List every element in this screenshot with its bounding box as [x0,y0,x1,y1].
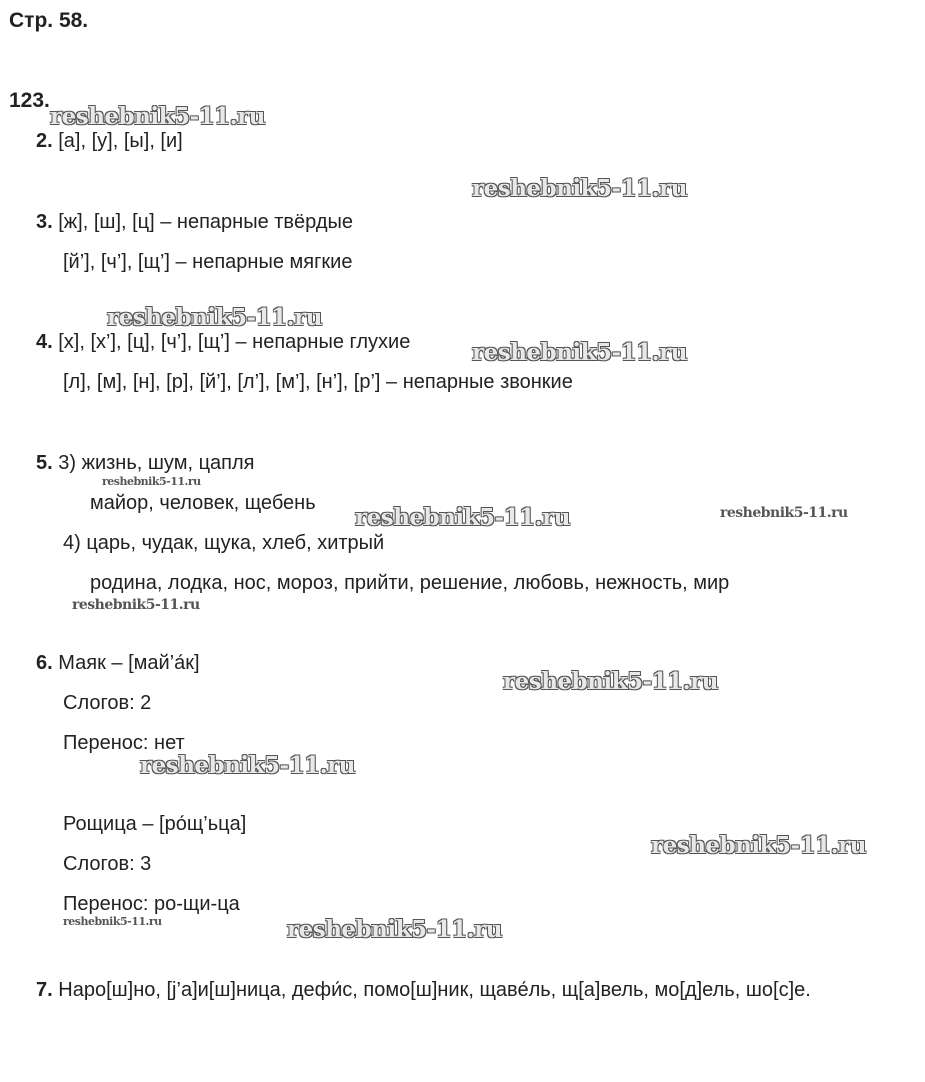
page-label: Стр. 58. [9,9,89,32]
question-4-text-1: [х], [х’], [ц], [ч’], [щ’] – непарные глухие [58,331,411,353]
watermark: reshebnik5-11.ru [355,504,570,531]
question-5-text-1: 3) жизнь, шум, цапля [58,452,255,474]
question-7-text: Наро[ш]но, [j’а]и[ш]ница, дефи́с, помо[ш]ник, щаве́ль, щ[а]вель, мо[д]ель, шо[с]е. [58,979,811,1001]
question-6-word-1-text: Маяк – [май’а́к] [58,652,200,674]
question-6-syllables-2: Слогов: 3 [63,853,152,875]
question-5-number: 5. [36,452,53,474]
watermark: reshebnik5-11.ru [651,832,866,859]
question-5-line-2: майор, человек, щебень [90,492,316,514]
question-6-word-1 [36,651,200,675]
watermark: reshebnik5-11.ru [140,752,355,779]
watermark: reshebnik5-11.ru [72,597,200,613]
watermark: reshebnik5-11.ru [720,505,848,521]
question-6-hyphenation-2: Перенос: ро-щи-ца [63,893,240,915]
question-3-line-2: [й’], [ч’], [щ’] – непарные мягкие [63,251,353,273]
question-4-line-2: [л], [м], [н], [р], [й’], [л’], [м’], [н’], [р’] – непарные звонкие [63,371,573,393]
question-2-text: [а], [у], [ы], [и] [58,130,183,152]
question-4-line-1 [36,330,410,354]
question-7-number: 7. [36,979,53,1001]
question-6-number: 6. [36,652,53,674]
question-5-line-1 [36,451,254,475]
question-5-line-3: 4) царь, чудак, щука, хлеб, хитрый [63,532,385,554]
watermark: reshebnik5-11.ru [287,916,502,943]
question-2-number: 2. [36,130,53,152]
exercise-number: 123. [9,89,50,112]
watermark: reshebnik5-11.ru [50,103,265,130]
question-6-word-2: Рощица – [ро́щ’ьца] [63,813,247,835]
question-3-line-1 [36,210,353,234]
question-7 [7,970,915,1010]
question-4-number: 4. [36,331,53,353]
question-5-line-4: родина, лодка, нос, мороз, прийти, решение, любовь, нежность, мир [90,572,730,594]
watermark: reshebnik5-11.ru [472,339,687,366]
watermark: reshebnik5-11.ru [107,304,322,331]
question-2 [36,129,183,153]
question-6-syllables-1: Слогов: 2 [63,692,152,714]
question-6-hyphenation-1: Перенос: нет [63,732,185,754]
watermark: reshebnik5-11.ru [102,475,201,488]
watermark: reshebnik5-11.ru [472,175,687,202]
watermark: reshebnik5-11.ru [63,915,162,928]
question-3-number: 3. [36,211,53,233]
question-3-text-1: [ж], [ш], [ц] – непарные твёрдые [58,211,354,233]
watermark: reshebnik5-11.ru [503,668,718,695]
